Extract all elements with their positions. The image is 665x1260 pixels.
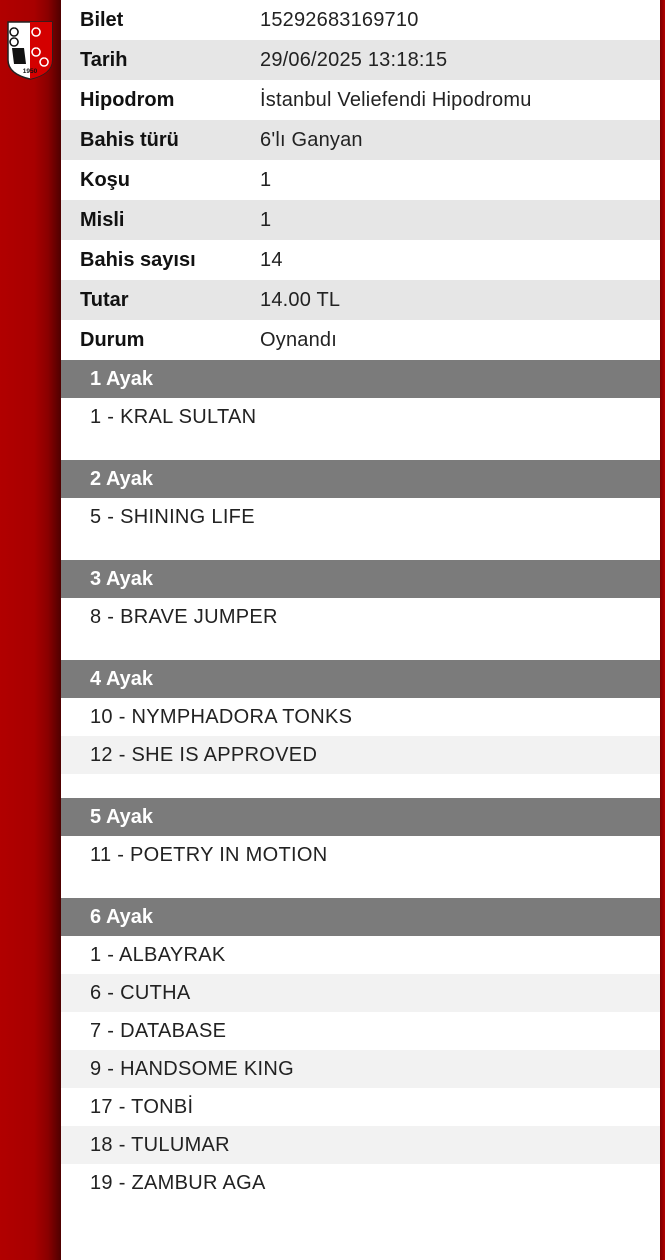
horse-row: 8 - BRAVE JUMPER [90,605,278,628]
horse-row: 6 - CUTHA [61,974,660,1012]
ticket-detail-panel [61,0,660,1202]
ticket-row-bilet [61,0,660,40]
ticket-row-misli [61,200,660,240]
leg-header: 2 Ayak [61,460,660,498]
leg-section-4 [61,660,660,798]
leg-section-2 [61,460,660,560]
info-value: İstanbul Veliefendi Hipodromu [260,88,532,111]
horse-row: 18 - TULUMAR [61,1126,660,1164]
horse-row: 12 - SHE IS APPROVED [61,736,660,774]
leg-section-1 [61,360,660,460]
ticket-row-bahis-turu [61,120,660,160]
ticket-row-hipodrom [61,80,660,120]
info-value: 14.00 TL [260,288,341,311]
horse-row: 1 - KRAL SULTAN [90,405,257,428]
horse-row: 5 - SHINING LIFE [90,505,255,528]
info-label: Koşu [80,168,130,191]
info-value: 15292683169710 [260,8,419,31]
ticket-row-durum [61,320,660,360]
leg-section-6 [61,898,660,1202]
info-label: Tutar [80,288,129,311]
info-value: 1 [260,208,272,231]
info-value: 14 [260,248,283,271]
leg-header: 4 Ayak [61,660,660,698]
ticket-row-tutar [61,280,660,320]
info-label: Bahis türü [80,128,179,151]
logo-year: 1950 [22,68,38,75]
info-label: Hipodrom [80,88,175,111]
ticket-row-tarih [61,40,660,80]
leg-header: 1 Ayak [61,360,660,398]
info-label: Bilet [80,8,124,31]
leg-section-3 [61,560,660,660]
info-value: 1 [260,168,272,191]
info-label: Durum [80,328,145,351]
horse-row: 9 - HANDSOME KING [61,1050,660,1088]
info-value: 29/06/2025 13:18:15 [260,48,448,71]
horse-row: 1 - ALBAYRAK [90,943,226,966]
horse-row: 10 - NYMPHADORA TONKS [90,705,353,728]
leg-section-5 [61,798,660,898]
info-label: Bahis sayısı [80,248,196,271]
club-crest-logo-icon [6,20,54,80]
ticket-info-table [61,0,660,360]
horse-row: 19 - ZAMBUR AGA [90,1171,266,1194]
horse-row: 11 - POETRY IN MOTION [90,843,328,866]
horse-row: 7 - DATABASE [90,1019,227,1042]
ticket-row-kosu [61,160,660,200]
leg-header: 3 Ayak [61,560,660,598]
leg-header: 6 Ayak [61,898,660,936]
info-value: 6'lı Ganyan [260,128,363,151]
ticket-row-bahis-sayisi [61,240,660,280]
info-label: Misli [80,208,125,231]
status-value: Oynandı [260,328,338,351]
info-label: Tarih [80,48,128,71]
right-brand-bar [660,0,665,1260]
leg-header: 5 Ayak [61,798,660,836]
left-brand-bar [0,0,61,1260]
horse-row: 17 - TONBİ [90,1095,194,1118]
